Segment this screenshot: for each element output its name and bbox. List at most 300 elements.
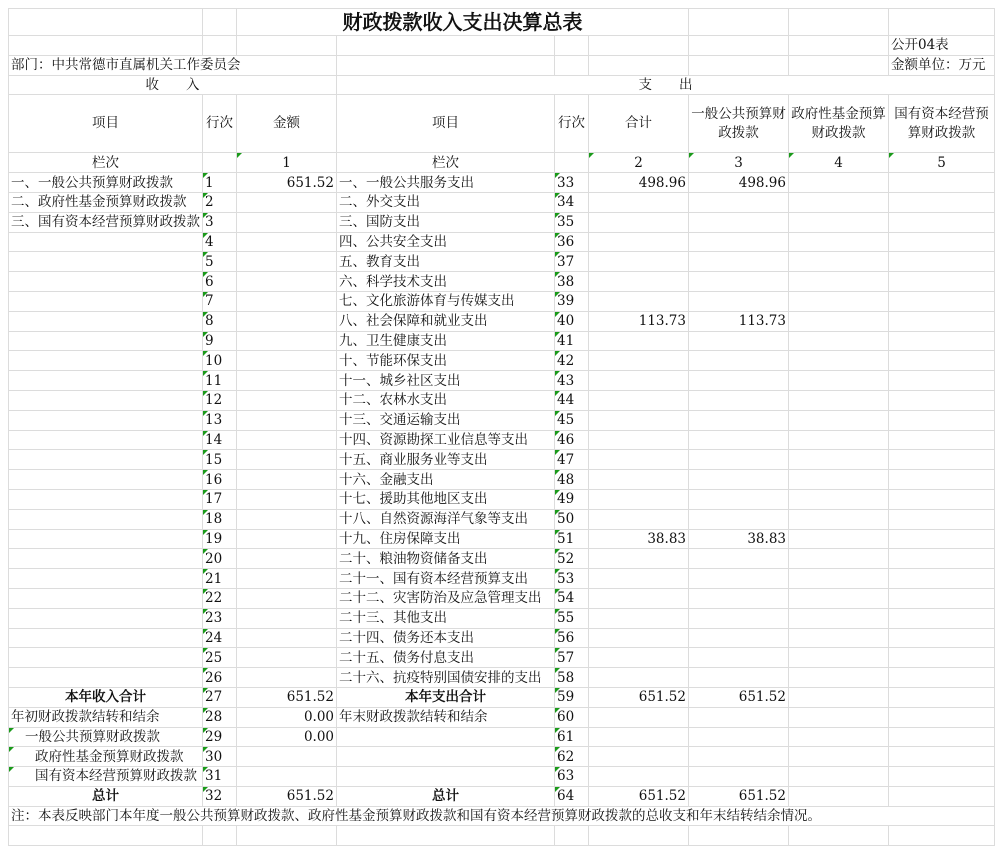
income-row-no[interactable]: 12 <box>203 390 237 410</box>
income-row-no[interactable]: 9 <box>203 331 237 351</box>
expense-gov-fund[interactable] <box>789 648 889 668</box>
expense-item[interactable]: 十四、资源勘探工业信息等支出 <box>337 430 555 450</box>
income-item[interactable] <box>9 410 203 430</box>
expense-general[interactable] <box>689 470 789 490</box>
expense-item[interactable]: 十九、住房保障支出 <box>337 529 555 549</box>
expense-total[interactable] <box>589 767 689 787</box>
expense-gov-fund[interactable] <box>789 371 889 391</box>
expense-general[interactable] <box>689 212 789 232</box>
expense-general[interactable] <box>689 747 789 767</box>
income-amount[interactable] <box>237 430 337 450</box>
table-row <box>9 232 995 252</box>
expense-item[interactable]: 二十一、国有资本经营预算支出 <box>337 569 555 589</box>
expense-gov-fund[interactable] <box>789 410 889 430</box>
expense-total[interactable] <box>589 371 689 391</box>
expense-general[interactable] <box>689 291 789 311</box>
expense-general[interactable] <box>689 192 789 212</box>
income-item[interactable]: 三、国有资本经营预算财政拨款 <box>9 212 203 232</box>
expense-total[interactable] <box>589 648 689 668</box>
income-amount[interactable] <box>237 489 337 509</box>
expense-row-no[interactable]: 43 <box>555 371 589 391</box>
expense-state-capital[interactable] <box>889 608 995 628</box>
expense-state-capital[interactable] <box>889 331 995 351</box>
income-item[interactable]: 年初财政拨款结转和结余 <box>9 707 203 727</box>
income-row-no[interactable]: 19 <box>203 529 237 549</box>
expense-total[interactable] <box>589 272 689 292</box>
expense-state-capital[interactable] <box>889 371 995 391</box>
expense-state-capital[interactable] <box>889 529 995 549</box>
expense-item[interactable]: 二十四、债务还本支出 <box>337 628 555 648</box>
table-row <box>9 707 995 727</box>
income-row-no[interactable]: 20 <box>203 549 237 569</box>
expense-state-capital[interactable] <box>889 232 995 252</box>
income-row-no[interactable]: 8 <box>203 311 237 331</box>
income-item[interactable] <box>9 371 203 391</box>
expense-general[interactable] <box>689 509 789 529</box>
income-row-no[interactable]: 17 <box>203 489 237 509</box>
expense-state-capital[interactable] <box>889 628 995 648</box>
expense-general[interactable] <box>689 450 789 470</box>
expense-state-capital[interactable] <box>889 747 995 767</box>
income-item[interactable] <box>9 668 203 688</box>
expense-total[interactable] <box>589 410 689 430</box>
income-row-no[interactable]: 28 <box>203 707 237 727</box>
expense-total[interactable] <box>589 727 689 747</box>
expense-state-capital[interactable] <box>889 430 995 450</box>
expense-item[interactable]: 三、国防支出 <box>337 212 555 232</box>
expense-gov-fund[interactable] <box>789 192 889 212</box>
expense-item[interactable]: 一、一般公共服务支出 <box>337 173 555 193</box>
expense-total[interactable] <box>589 351 689 371</box>
income-row-no[interactable]: 2 <box>203 192 237 212</box>
expense-state-capital[interactable] <box>889 588 995 608</box>
expense-item[interactable]: 总计 <box>337 786 555 806</box>
expense-row-no[interactable]: 36 <box>555 232 589 252</box>
expense-total[interactable] <box>589 707 689 727</box>
income-item[interactable] <box>9 331 203 351</box>
expense-total[interactable] <box>589 668 689 688</box>
income-amount[interactable] <box>237 608 337 628</box>
expense-total[interactable] <box>589 331 689 351</box>
expense-item[interactable]: 十三、交通运输支出 <box>337 410 555 430</box>
expense-general[interactable] <box>689 588 789 608</box>
expense-item[interactable]: 二、外交支出 <box>337 192 555 212</box>
expense-row-no[interactable]: 62 <box>555 747 589 767</box>
expense-gov-fund[interactable] <box>789 786 889 806</box>
income-amount[interactable] <box>237 628 337 648</box>
income-row-no[interactable]: 22 <box>203 588 237 608</box>
expense-general[interactable] <box>689 232 789 252</box>
lanci-2: 2 <box>589 153 689 173</box>
expense-state-capital[interactable] <box>889 351 995 371</box>
expense-row-no[interactable]: 60 <box>555 707 589 727</box>
expense-gov-fund[interactable] <box>789 430 889 450</box>
expense-gov-fund[interactable] <box>789 489 889 509</box>
income-item[interactable] <box>9 648 203 668</box>
income-item[interactable] <box>9 509 203 529</box>
expense-state-capital[interactable] <box>889 212 995 232</box>
expense-general[interactable] <box>689 351 789 371</box>
expense-item[interactable]: 二十三、其他支出 <box>337 608 555 628</box>
income-row-no[interactable]: 26 <box>203 668 237 688</box>
expense-gov-fund[interactable] <box>789 549 889 569</box>
expense-row-no[interactable]: 40 <box>555 311 589 331</box>
expense-row-no[interactable]: 63 <box>555 767 589 787</box>
expense-row-no[interactable]: 41 <box>555 331 589 351</box>
expense-state-capital[interactable] <box>889 509 995 529</box>
expense-total[interactable] <box>589 450 689 470</box>
income-amount[interactable]: 651.52 <box>237 687 337 707</box>
income-row-no[interactable]: 6 <box>203 272 237 292</box>
expense-general[interactable] <box>689 608 789 628</box>
spreadsheet <box>8 8 995 846</box>
expense-general[interactable] <box>689 767 789 787</box>
expense-total[interactable] <box>589 608 689 628</box>
expense-item[interactable] <box>337 767 555 787</box>
expense-general[interactable] <box>689 489 789 509</box>
income-amount[interactable] <box>237 291 337 311</box>
expense-item[interactable]: 二十、粮油物资储备支出 <box>337 549 555 569</box>
expense-general[interactable] <box>689 331 789 351</box>
income-amount[interactable] <box>237 747 337 767</box>
expense-general[interactable]: 498.96 <box>689 173 789 193</box>
expense-item[interactable]: 十七、援助其他地区支出 <box>337 489 555 509</box>
expense-total[interactable] <box>589 470 689 490</box>
expense-gov-fund[interactable] <box>789 291 889 311</box>
income-amount[interactable] <box>237 529 337 549</box>
income-item[interactable] <box>9 529 203 549</box>
expense-row-no[interactable]: 37 <box>555 252 589 272</box>
income-row-no[interactable]: 16 <box>203 470 237 490</box>
expense-state-capital[interactable] <box>889 569 995 589</box>
expense-gov-fund[interactable] <box>789 529 889 549</box>
expense-gov-fund[interactable] <box>789 727 889 747</box>
expense-total[interactable] <box>589 628 689 648</box>
income-item[interactable]: 国有资本经营预算财政拨款 <box>9 767 203 787</box>
income-row-no[interactable]: 1 <box>203 173 237 193</box>
income-item[interactable]: 总计 <box>9 786 203 806</box>
income-amount[interactable] <box>237 351 337 371</box>
expense-item[interactable]: 七、文化旅游体育与传媒支出 <box>337 291 555 311</box>
income-amount[interactable] <box>237 470 337 490</box>
expense-item[interactable]: 二十二、灾害防治及应急管理支出 <box>337 588 555 608</box>
expense-general[interactable] <box>689 549 789 569</box>
income-row-no[interactable]: 31 <box>203 767 237 787</box>
expense-gov-fund[interactable] <box>789 509 889 529</box>
income-row-no[interactable]: 27 <box>203 687 237 707</box>
income-item[interactable]: 政府性基金预算财政拨款 <box>9 747 203 767</box>
income-item[interactable] <box>9 351 203 371</box>
income-row-no[interactable]: 29 <box>203 727 237 747</box>
income-row-no[interactable]: 30 <box>203 747 237 767</box>
income-item[interactable] <box>9 291 203 311</box>
expense-general[interactable] <box>689 252 789 272</box>
income-amount[interactable] <box>237 212 337 232</box>
expense-total[interactable] <box>589 291 689 311</box>
income-amount[interactable] <box>237 549 337 569</box>
expense-general[interactable] <box>689 668 789 688</box>
expense-item[interactable]: 九、卫生健康支出 <box>337 331 555 351</box>
expense-state-capital[interactable] <box>889 252 995 272</box>
income-amount[interactable] <box>237 569 337 589</box>
expense-state-capital[interactable] <box>889 687 995 707</box>
income-item[interactable] <box>9 549 203 569</box>
income-item[interactable] <box>9 608 203 628</box>
expense-row-no[interactable]: 57 <box>555 648 589 668</box>
income-amount[interactable] <box>237 232 337 252</box>
expense-total[interactable] <box>589 430 689 450</box>
table-row <box>9 489 995 509</box>
expense-row-no[interactable]: 35 <box>555 212 589 232</box>
income-amount[interactable] <box>237 390 337 410</box>
expense-row-no[interactable]: 42 <box>555 351 589 371</box>
income-item[interactable]: 一、一般公共预算财政拨款 <box>9 173 203 193</box>
expense-general[interactable] <box>689 707 789 727</box>
income-item[interactable] <box>9 272 203 292</box>
expense-item[interactable]: 十八、自然资源海洋气象等支出 <box>337 509 555 529</box>
expense-general[interactable] <box>689 410 789 430</box>
expense-gov-fund[interactable] <box>789 588 889 608</box>
income-row-no[interactable]: 18 <box>203 509 237 529</box>
expense-row-no[interactable]: 54 <box>555 588 589 608</box>
expense-item[interactable]: 十、节能环保支出 <box>337 351 555 371</box>
expense-item[interactable] <box>337 747 555 767</box>
income-row-no[interactable]: 5 <box>203 252 237 272</box>
expense-total[interactable]: 651.52 <box>589 687 689 707</box>
expense-gov-fund[interactable] <box>789 608 889 628</box>
expense-row-no[interactable]: 46 <box>555 430 589 450</box>
expense-gov-fund[interactable] <box>789 767 889 787</box>
expense-state-capital[interactable] <box>889 173 995 193</box>
expense-row-no[interactable]: 51 <box>555 529 589 549</box>
expense-row-no[interactable]: 61 <box>555 727 589 747</box>
expense-state-capital[interactable] <box>889 450 995 470</box>
income-row-no[interactable]: 13 <box>203 410 237 430</box>
income-row-no[interactable]: 10 <box>203 351 237 371</box>
expense-gov-fund[interactable] <box>789 232 889 252</box>
table-row <box>9 588 995 608</box>
expense-general[interactable] <box>689 727 789 747</box>
expense-gov-fund[interactable] <box>789 747 889 767</box>
expense-general[interactable]: 651.52 <box>689 687 789 707</box>
expense-total[interactable]: 651.52 <box>589 786 689 806</box>
expense-general[interactable] <box>689 390 789 410</box>
table-row <box>9 331 995 351</box>
income-amount[interactable] <box>237 371 337 391</box>
expense-row-no[interactable]: 47 <box>555 450 589 470</box>
table-row <box>9 628 995 648</box>
expense-state-capital[interactable] <box>889 668 995 688</box>
income-amount[interactable]: 651.52 <box>237 173 337 193</box>
expense-item[interactable] <box>337 727 555 747</box>
income-amount[interactable]: 0.00 <box>237 727 337 747</box>
expense-item[interactable]: 二十六、抗疫特别国债安排的支出 <box>337 668 555 688</box>
expense-item[interactable]: 十二、农林水支出 <box>337 390 555 410</box>
income-row-no[interactable]: 23 <box>203 608 237 628</box>
expense-state-capital[interactable] <box>889 648 995 668</box>
income-amount[interactable]: 0.00 <box>237 707 337 727</box>
income-amount[interactable] <box>237 648 337 668</box>
expense-gov-fund[interactable] <box>789 707 889 727</box>
expense-state-capital[interactable] <box>889 549 995 569</box>
expense-state-capital[interactable] <box>889 489 995 509</box>
expense-gov-fund[interactable] <box>789 470 889 490</box>
income-item[interactable] <box>9 430 203 450</box>
expense-row-no[interactable]: 59 <box>555 687 589 707</box>
expense-row-no[interactable]: 52 <box>555 549 589 569</box>
expense-row-no[interactable]: 38 <box>555 272 589 292</box>
expense-total[interactable] <box>589 509 689 529</box>
income-amount[interactable] <box>237 767 337 787</box>
income-amount[interactable] <box>237 668 337 688</box>
income-item[interactable]: 一般公共预算财政拨款 <box>9 727 203 747</box>
expense-row-no[interactable]: 55 <box>555 608 589 628</box>
expense-general[interactable]: 38.83 <box>689 529 789 549</box>
expense-general[interactable] <box>689 430 789 450</box>
expense-gov-fund[interactable] <box>789 668 889 688</box>
expense-row-no[interactable]: 50 <box>555 509 589 529</box>
expense-gov-fund[interactable] <box>789 212 889 232</box>
income-item[interactable] <box>9 489 203 509</box>
expense-general[interactable]: 113.73 <box>689 311 789 331</box>
income-amount[interactable] <box>237 509 337 529</box>
expense-general[interactable]: 651.52 <box>689 786 789 806</box>
expense-total[interactable] <box>589 747 689 767</box>
expense-state-capital[interactable] <box>889 410 995 430</box>
income-item[interactable] <box>9 628 203 648</box>
income-row-no[interactable]: 7 <box>203 291 237 311</box>
expense-total[interactable]: 498.96 <box>589 173 689 193</box>
income-item[interactable]: 二、政府性基金预算财政拨款 <box>9 192 203 212</box>
expense-total[interactable] <box>589 232 689 252</box>
income-amount[interactable] <box>237 311 337 331</box>
income-item[interactable] <box>9 569 203 589</box>
expense-item[interactable]: 四、公共安全支出 <box>337 232 555 252</box>
income-amount[interactable] <box>237 410 337 430</box>
table-row <box>9 252 995 272</box>
expense-item[interactable]: 十一、城乡社区支出 <box>337 371 555 391</box>
expense-gov-fund[interactable] <box>789 272 889 292</box>
expense-total[interactable]: 38.83 <box>589 529 689 549</box>
expense-gov-fund[interactable] <box>789 311 889 331</box>
expense-row-no[interactable]: 53 <box>555 569 589 589</box>
expense-item[interactable]: 六、科学技术支出 <box>337 272 555 292</box>
expense-general[interactable] <box>689 569 789 589</box>
expense-item[interactable]: 八、社会保障和就业支出 <box>337 311 555 331</box>
expense-item[interactable]: 十五、商业服务业等支出 <box>337 450 555 470</box>
expense-state-capital[interactable] <box>889 707 995 727</box>
income-item[interactable] <box>9 450 203 470</box>
income-row-no[interactable]: 24 <box>203 628 237 648</box>
expense-item[interactable]: 五、教育支出 <box>337 252 555 272</box>
expense-state-capital[interactable] <box>889 311 995 331</box>
income-amount[interactable] <box>237 192 337 212</box>
expense-total[interactable] <box>589 390 689 410</box>
expense-row-no[interactable]: 45 <box>555 410 589 430</box>
income-row-no[interactable]: 21 <box>203 569 237 589</box>
income-row-no[interactable]: 11 <box>203 371 237 391</box>
expense-row-no[interactable]: 44 <box>555 390 589 410</box>
expense-item[interactable]: 年末财政拨款结转和结余 <box>337 707 555 727</box>
expense-gov-fund[interactable] <box>789 331 889 351</box>
expense-gov-fund[interactable] <box>789 390 889 410</box>
income-row-no[interactable]: 4 <box>203 232 237 252</box>
expense-row-no[interactable]: 58 <box>555 668 589 688</box>
income-item[interactable] <box>9 311 203 331</box>
income-item[interactable] <box>9 588 203 608</box>
expense-general[interactable] <box>689 371 789 391</box>
expense-gov-fund[interactable] <box>789 450 889 470</box>
income-item[interactable]: 本年收入合计 <box>9 687 203 707</box>
expense-gov-fund[interactable] <box>789 569 889 589</box>
expense-state-capital[interactable] <box>889 390 995 410</box>
income-amount[interactable] <box>237 450 337 470</box>
income-amount[interactable]: 651.52 <box>237 786 337 806</box>
income-item[interactable] <box>9 470 203 490</box>
income-item[interactable] <box>9 390 203 410</box>
expense-row-no[interactable]: 56 <box>555 628 589 648</box>
income-row-no[interactable]: 32 <box>203 786 237 806</box>
expense-gov-fund[interactable] <box>789 628 889 648</box>
expense-row-no[interactable]: 64 <box>555 786 589 806</box>
expense-gov-fund[interactable] <box>789 351 889 371</box>
income-amount[interactable] <box>237 252 337 272</box>
expense-general[interactable] <box>689 272 789 292</box>
income-item[interactable] <box>9 232 203 252</box>
expense-total[interactable] <box>589 212 689 232</box>
expense-state-capital[interactable] <box>889 786 995 806</box>
expense-row-no[interactable]: 33 <box>555 173 589 193</box>
income-row-no[interactable]: 3 <box>203 212 237 232</box>
income-amount[interactable] <box>237 272 337 292</box>
col-expense-row-no: 行次 <box>555 95 589 153</box>
income-row-no[interactable]: 14 <box>203 430 237 450</box>
expense-state-capital[interactable] <box>889 470 995 490</box>
income-amount[interactable] <box>237 331 337 351</box>
expense-total[interactable] <box>589 569 689 589</box>
expense-general[interactable] <box>689 648 789 668</box>
income-item[interactable] <box>9 252 203 272</box>
lanci-3: 3 <box>689 153 789 173</box>
expense-row-no[interactable]: 34 <box>555 192 589 212</box>
expense-total[interactable] <box>589 252 689 272</box>
expense-row-no[interactable]: 48 <box>555 470 589 490</box>
income-amount[interactable] <box>237 588 337 608</box>
expense-total[interactable] <box>589 489 689 509</box>
income-row-no[interactable]: 15 <box>203 450 237 470</box>
expense-item[interactable]: 本年支出合计 <box>337 687 555 707</box>
expense-state-capital[interactable] <box>889 291 995 311</box>
expense-item[interactable]: 二十五、债务付息支出 <box>337 648 555 668</box>
expense-total[interactable] <box>589 588 689 608</box>
expense-state-capital[interactable] <box>889 192 995 212</box>
expense-row-no[interactable]: 49 <box>555 489 589 509</box>
expense-state-capital[interactable] <box>889 767 995 787</box>
expense-total[interactable] <box>589 549 689 569</box>
lanci-5: 5 <box>889 153 995 173</box>
income-row-no[interactable]: 25 <box>203 648 237 668</box>
expense-item[interactable]: 十六、金融支出 <box>337 470 555 490</box>
expense-total[interactable]: 113.73 <box>589 311 689 331</box>
expense-gov-fund[interactable] <box>789 252 889 272</box>
expense-total[interactable] <box>589 192 689 212</box>
expense-row-no[interactable]: 39 <box>555 291 589 311</box>
expense-gov-fund[interactable] <box>789 173 889 193</box>
expense-general[interactable] <box>689 628 789 648</box>
expense-state-capital[interactable] <box>889 727 995 747</box>
expense-state-capital[interactable] <box>889 272 995 292</box>
expense-gov-fund[interactable] <box>789 687 889 707</box>
